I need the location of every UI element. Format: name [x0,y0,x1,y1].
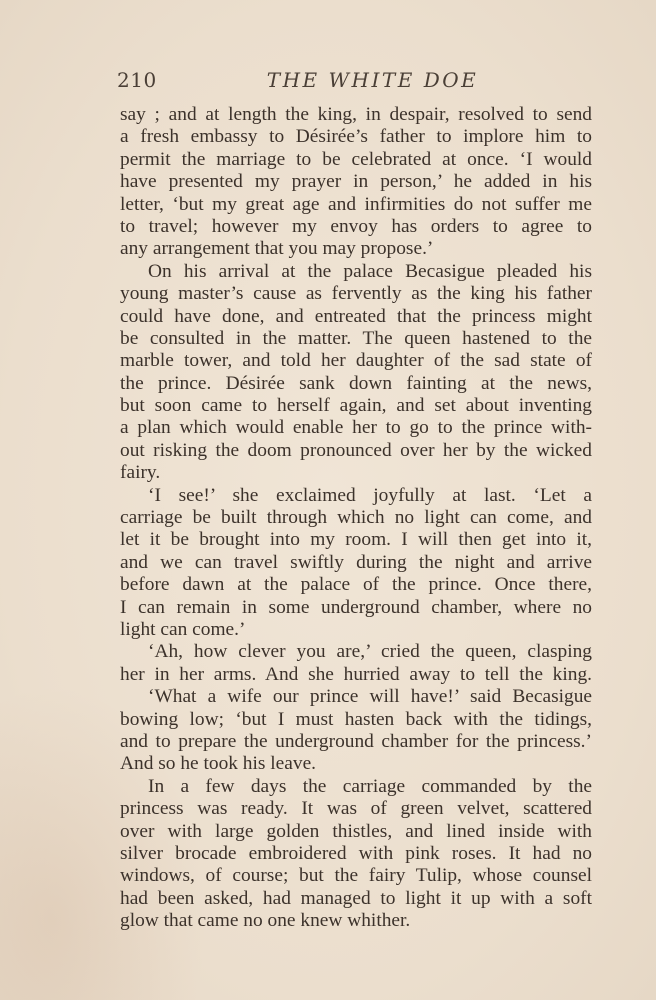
text-line: let it be brought into my room. I will then get into it, [120,529,592,551]
text-line: ‘What a wife our prince will have!’ said Becasigue [148,686,592,708]
text-line: light can come.’ [120,618,246,640]
text-line: ‘I see!’ she exclaimed joyfully at last. ‘Let a [148,484,592,506]
text-line: And so he took his leave. [120,753,317,775]
text-line: and we can travel swiftly during the night and arrive [120,551,592,573]
page-number: 210 [117,68,157,92]
text-line: carriage be built through which no light can come, and [120,507,592,529]
text-line: young master’s cause as fervently as the king his father [120,283,592,305]
text-line: over with large golden thistles, and lined inside with [120,820,592,842]
text-line: marble tower, and told her daughter of the sad state of [120,350,592,372]
text-line: any arrangement that you may propose.’ [120,238,434,260]
page-header [117,68,592,98]
text-line: On his arrival at the palace Becasigue pleaded his [148,260,592,282]
text-line: I can remain in some underground chamber, where no [120,596,592,618]
text-line: and to prepare the underground chamber for the princess.’ [120,730,592,752]
text-line: princess was ready. It was of green velvet, scattered [120,798,592,820]
running-title: THE WHITE DOE [266,68,479,92]
text-line: fairy. [120,462,161,484]
text-line: had been asked, had managed to light it up with a soft [120,887,592,909]
text-line: a fresh embassy to Désirée’s father to implore him to [120,126,592,148]
text-line: In a few days the carriage commanded by the [148,775,592,797]
text-line: to travel; however my envoy has orders to agree to [120,215,592,237]
text-line: could have done, and entreated that the princess might [120,305,592,327]
text-line: silver brocade embroidered with pink roses. It had no [120,842,592,864]
text-line: a plan which would enable her to go to the prince with- [120,417,592,439]
text-line: windows, of course; but the fairy Tulip, whose counsel [120,865,592,887]
text-line: have presented my prayer in person,’ he added in his [120,171,592,193]
text-line: bowing low; ‘but I must hasten back with the tidings, [120,708,592,730]
text-line: the prince. Désirée sank down fainting at the news, [120,372,592,394]
text-line: be consulted in the matter. The queen hastened to the [120,327,592,349]
text-line: before dawn at the palace of the prince. Once there, [120,574,592,596]
body-text [120,104,592,932]
text-line: letter, ‘but my great age and infirmities do not suffer me [120,193,592,215]
text-line: her in her arms. And she hurried away to tell the king. [120,663,592,685]
text-line: but soon came to herself again, and set about inventing [120,395,592,417]
text-line: say ; and at length the king, in despair, resolved to send [120,104,592,125]
text-line: ‘Ah, how clever you are,’ cried the queen, clasping [148,641,592,663]
text-line: out risking the doom pronounced over her by the wicked [120,439,592,461]
text-line: permit the marriage to be celebrated at once. ‘I would [120,148,592,170]
text-line: glow that came no one knew whither. [120,910,411,932]
